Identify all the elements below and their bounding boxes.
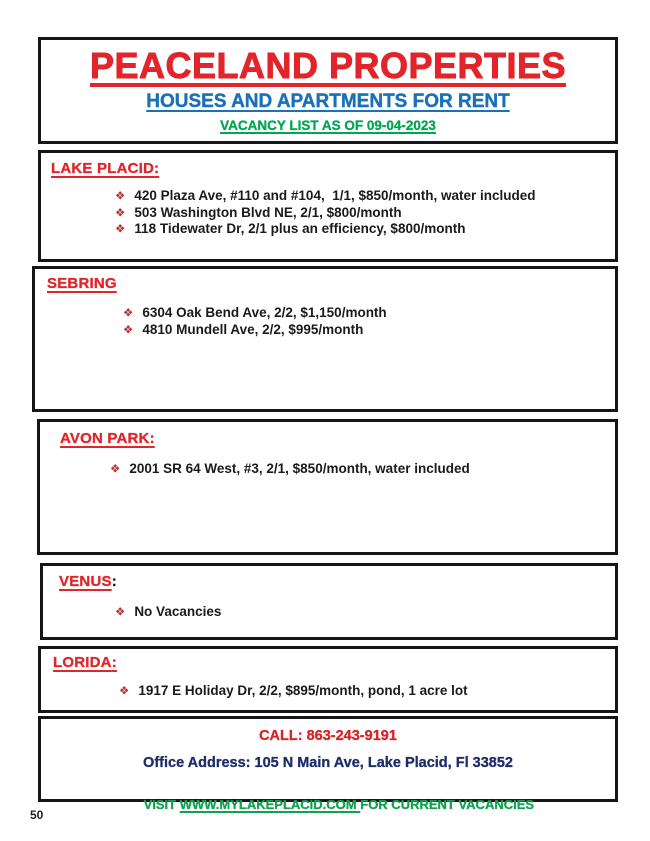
listing-text: 4810 Mundell Ave, 2/2, $995/month: [142, 321, 364, 337]
vacancy-list-lorida: [53, 683, 603, 700]
listing-text: 2001 SR 64 West, #3, 2/1, $850/month, water included: [129, 461, 470, 476]
listing-text: 1917 E Holiday Dr, 2/2, $895/month, pond, 1 acre lot: [138, 683, 468, 698]
diamond-bullet-icon: ❖: [115, 188, 126, 203]
list-item: [115, 604, 599, 621]
section-heading-avon-park: [60, 430, 595, 447]
listing-text: No Vacancies: [134, 604, 222, 619]
section-heading-label: SEBRING: [47, 275, 117, 292]
section-heading-colon: :: [111, 573, 117, 590]
diamond-bullet-icon: ❖: [119, 683, 130, 698]
section-venus: [40, 563, 618, 640]
section-heading-label: LORIDA: [53, 654, 112, 671]
section-avon-park: [37, 419, 618, 555]
visit-line: [41, 782, 615, 827]
list-item: [123, 322, 603, 339]
section-heading-label: AVON PARK: [60, 430, 150, 447]
company-title: PEACELAND PROPERTIES: [89, 45, 567, 86]
diamond-bullet-icon: ❖: [115, 205, 126, 219]
vacancy-list-lake-placid: [51, 188, 605, 238]
website-link[interactable]: WWW.MYLAKEPLACID.COM: [179, 797, 361, 812]
diamond-bullet-icon: ❖: [110, 461, 121, 476]
office-address-line: Office Address: 105 N Main Ave, Lake Placid, Fl 33852: [143, 755, 513, 771]
diamond-bullet-icon: ❖: [123, 322, 134, 336]
section-heading-label: VENUS: [59, 573, 112, 590]
footer-box: [38, 716, 618, 812]
vacancy-date-line: VACANCY LIST AS OF 09-04-2023: [220, 117, 436, 133]
list-item: [110, 461, 595, 478]
listing-text: 503 Washington Blvd NE, 2/1, $800/month: [134, 204, 402, 220]
diamond-bullet-icon: ❖: [123, 305, 134, 320]
section-sebring: [32, 266, 618, 412]
section-lake-placid: [38, 150, 618, 262]
section-lorida: [38, 646, 618, 713]
page-number: 50: [30, 808, 44, 822]
header-box: [38, 37, 618, 144]
list-item: [123, 305, 603, 322]
section-heading-sebring: [47, 275, 603, 292]
listing-text: 420 Plaza Ave, #110 and #104, 1/1, $850/month, water included: [134, 188, 536, 203]
listing-text: 6304 Oak Bend Ave, 2/2, $1,150/month: [142, 305, 387, 320]
phone-line: CALL: 863-243-9191: [259, 728, 397, 744]
section-heading-venus: [59, 573, 599, 590]
visit-prefix-text: VISIT: [143, 797, 180, 812]
vacancy-list-venus: [59, 604, 599, 621]
visit-suffix-text: FOR CURRENT VACANCIES: [360, 797, 535, 812]
list-item: [115, 205, 605, 222]
list-item: [119, 683, 603, 700]
section-heading-label: LAKE PLACID: [51, 160, 155, 177]
diamond-bullet-icon: ❖: [115, 604, 126, 619]
section-heading-lake-placid: [51, 160, 605, 177]
list-item: [115, 221, 605, 238]
diamond-bullet-icon: ❖: [115, 221, 126, 236]
list-item: [115, 188, 605, 205]
flyer-subtitle: HOUSES AND APARTMENTS FOR RENT: [146, 90, 510, 112]
listing-text: 118 Tidewater Dr, 2/1 plus an efficiency, $800/month: [134, 221, 466, 236]
vacancy-list-avon-park: [60, 461, 595, 478]
section-heading-colon: :: [149, 430, 155, 447]
section-heading-colon: :: [154, 160, 160, 177]
section-heading-colon: :: [111, 654, 117, 671]
vacancy-list-sebring: [47, 305, 603, 338]
section-heading-lorida: [53, 654, 603, 671]
